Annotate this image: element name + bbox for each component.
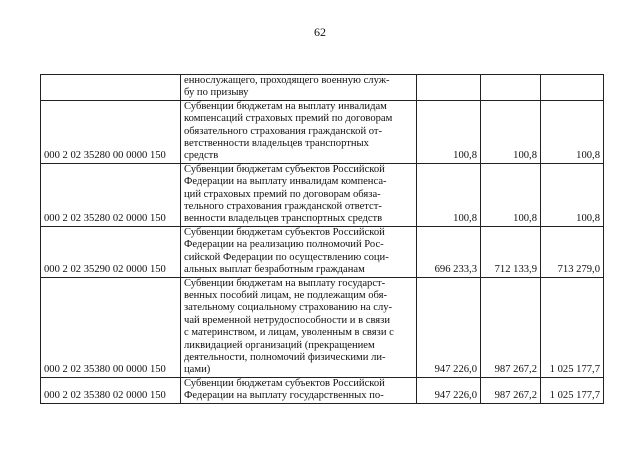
page-number: 62: [314, 25, 326, 39]
table-row: [41, 163, 604, 226]
amount-year-3-cell: 100,8: [541, 163, 604, 226]
description-line: Федерации на выплату инвалидам компенса-: [184, 176, 387, 188]
description-line: ций страховых премий по договорам обяза-: [184, 188, 381, 200]
amount-year-2-cell: [481, 75, 541, 101]
description-line: венных пособий лицам, не подлежащим обя-: [184, 289, 388, 301]
description-line: цами): [184, 364, 211, 376]
budget-code-cell: 000 2 02 35380 00 0000 150: [41, 277, 181, 377]
amount-year-2-cell: 712 133,9: [481, 226, 541, 277]
budget-code-cell: 000 2 02 35290 02 0000 150: [41, 226, 181, 277]
description-line: венности владельцев транспортных средств: [184, 213, 383, 225]
description-line: тельного страхования гражданской ответст-: [184, 201, 382, 213]
amount-year-1-cell: 100,8: [417, 100, 481, 163]
amount-year-3-cell: 1 025 177,7: [541, 277, 604, 377]
budget-code-cell: [41, 75, 181, 101]
budget-table: [40, 74, 604, 404]
description-line: с материнством, и лицам, уволенным в связи с: [184, 327, 394, 339]
description-line: обязательного страхования гражданской от-: [184, 125, 383, 137]
description-line: компенсаций страховых премий по договорам: [184, 113, 393, 125]
description-line: Субвенции бюджетам субъектов Российской: [184, 226, 385, 238]
description-line: ликвидацией организаций (прекращением: [184, 339, 375, 351]
amount-year-2-cell: 100,8: [481, 163, 541, 226]
description-line: Субвенции бюджетам субъектов Российской: [184, 163, 385, 175]
description-line: Субвенции бюджетам субъектов Российской: [184, 377, 385, 389]
budget-code-cell: 000 2 02 35280 00 0000 150: [41, 100, 181, 163]
amount-year-1-cell: 947 226,0: [417, 377, 481, 403]
description-line: ветственности владельцев транспортных: [184, 138, 369, 150]
description-line: бу по призыву: [184, 87, 249, 99]
description-line: средств: [184, 150, 219, 162]
description-line: Федерации на выплату государственных по-: [184, 390, 384, 402]
amount-year-3-cell: [541, 75, 604, 101]
description-line: Субвенции бюджетам на выплату государст-: [184, 277, 386, 289]
description-cell: [181, 226, 417, 277]
description-cell: [181, 75, 417, 101]
budget-code-cell: 000 2 02 35280 02 0000 150: [41, 163, 181, 226]
table-row: [41, 277, 604, 377]
amount-year-2-cell: 987 267,2: [481, 377, 541, 403]
description-line: зательному социальному страхованию на слу-: [184, 302, 393, 314]
description-line: еннослужащего, проходящего военную служ-: [184, 75, 390, 86]
table-row: [41, 75, 604, 101]
budget-code-cell: 000 2 02 35380 02 0000 150: [41, 377, 181, 403]
budget-table-body: [41, 75, 604, 404]
amount-year-3-cell: 100,8: [541, 100, 604, 163]
amount-year-1-cell: 947 226,0: [417, 277, 481, 377]
description-line: альных выплат безработным гражданам: [184, 264, 365, 276]
description-cell: [181, 100, 417, 163]
description-line: сийской Федерации по осуществлению соци-: [184, 251, 389, 263]
table-row: [41, 226, 604, 277]
description-line: Субвенции бюджетам на выплату инвалидам: [184, 100, 387, 112]
amount-year-3-cell: 713 279,0: [541, 226, 604, 277]
amount-year-2-cell: 987 267,2: [481, 277, 541, 377]
amount-year-2-cell: 100,8: [481, 100, 541, 163]
description-line: чай временной нетрудоспособности и в связи: [184, 314, 391, 326]
amount-year-3-cell: 1 025 177,7: [541, 377, 604, 403]
amount-year-1-cell: [417, 75, 481, 101]
table-row: [41, 377, 604, 403]
amount-year-1-cell: 100,8: [417, 163, 481, 226]
description-cell: [181, 377, 417, 403]
table-row: [41, 100, 604, 163]
description-line: Федерации на реализацию полномочий Рос-: [184, 239, 384, 251]
description-cell: [181, 163, 417, 226]
amount-year-1-cell: 696 233,3: [417, 226, 481, 277]
description-line: деятельности, полномочий физическими ли-: [184, 351, 386, 363]
description-cell: [181, 277, 417, 377]
